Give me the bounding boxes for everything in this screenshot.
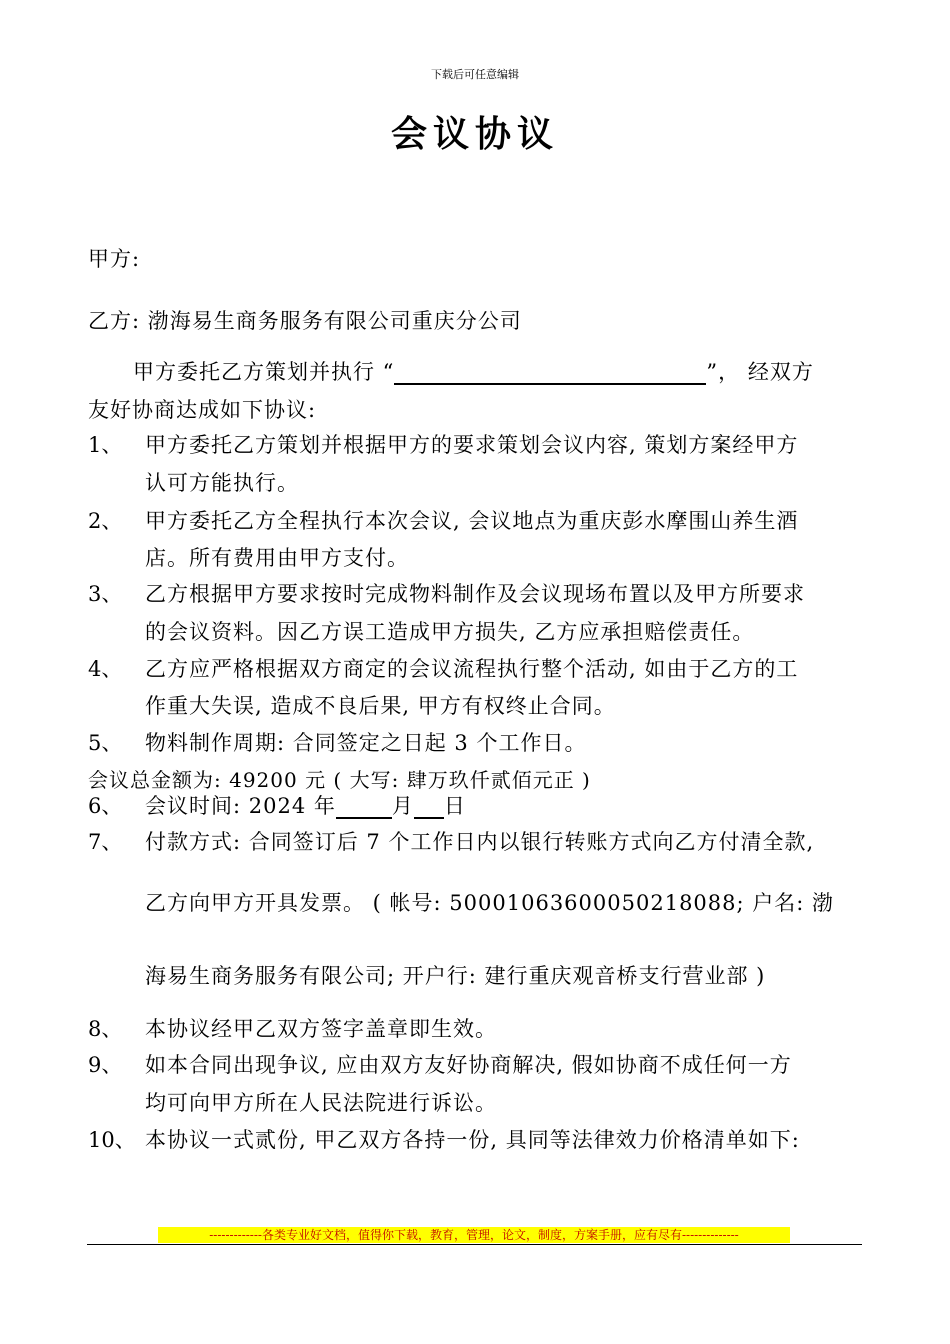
project-name-blank <box>394 361 706 385</box>
item-number: 6、 <box>88 794 123 818</box>
month-blank <box>336 795 392 819</box>
item-number: 10、 <box>88 1128 136 1152</box>
item-text: 乙方根据甲方要求按时完成物料制作及会议现场布置以及甲方所要求 <box>145 582 805 606</box>
item-number: 1、 <box>88 433 123 457</box>
intro-line-2: 友好协商达成如下协议: <box>88 398 317 422</box>
intro-post: ”， 经双方 <box>706 360 814 384</box>
day-label: 日 <box>443 794 466 818</box>
item-text: 甲方委托乙方全程执行本次会议, 会议地点为重庆彭水摩围山养生酒 <box>145 509 799 533</box>
total-amount: 会议总金额为: 49200 元 ( 大写: 肆万玖仟贰佰元正 ) <box>88 768 591 792</box>
item-number: 9、 <box>88 1053 123 1077</box>
item-number: 8、 <box>88 1017 123 1041</box>
item-text: 乙方应严格根据双方商定的会议流程执行整个活动, 如由于乙方的工 <box>145 657 799 681</box>
meeting-time-label: 会议时间: 2024 年 <box>145 794 336 818</box>
item-text: 物料制作周期: 合同签定之日起 3 个工作日。 <box>145 731 587 755</box>
item-text: 均可向甲方所在人民法院进行诉讼。 <box>145 1091 497 1115</box>
item-text: 本协议一式贰份, 甲乙双方各持一份, 具同等法律效力价格清单如下: <box>145 1128 800 1152</box>
item-number: 2、 <box>88 509 123 533</box>
item-text: 的会议资料。因乙方误工造成甲方损失, 乙方应承担赔偿责任。 <box>145 620 755 644</box>
month-label: 月 <box>391 794 414 818</box>
item-number: 3、 <box>88 582 123 606</box>
party-a: 甲方: <box>88 247 141 271</box>
document-title: 会议协议 <box>390 113 559 155</box>
item-text <box>145 790 466 820</box>
item-text: 本协议经甲乙双方签字盖章即生效。 <box>145 1017 497 1041</box>
item-text: 付款方式: 合同签订后 7 个工作日内以银行转账方式向乙方付清全款, <box>145 830 815 854</box>
day-blank <box>414 795 444 819</box>
footer-banner: -------------各类专业好文档，值得你下载，教育，管理，论文，制度，方案手册，应有尽有-------------- <box>158 1227 790 1243</box>
item-number: 7、 <box>88 830 123 854</box>
footer-divider <box>87 1244 862 1245</box>
item-text: 作重大失误, 造成不良后果, 甲方有权终止合同。 <box>145 694 616 718</box>
item-text: 店。所有费用由甲方支付。 <box>145 546 409 570</box>
item-text: 海易生商务服务有限公司; 开户行: 建行重庆观音桥支行营业部 ) <box>145 964 766 988</box>
item-text: 如本合同出现争议, 应由双方友好协商解决, 假如协商不成任何一方 <box>145 1053 792 1077</box>
party-b: 乙方: 渤海易生商务服务有限公司重庆分公司 <box>88 309 522 333</box>
item-text: 甲方委托乙方策划并根据甲方的要求策划会议内容, 策划方案经甲方 <box>145 433 799 457</box>
item-text: 乙方向甲方开具发票。 ( 帐号: 50001063600050218088; 户名: 渤 <box>145 891 835 915</box>
item-number: 4、 <box>88 657 123 681</box>
item-text: 认可方能执行。 <box>145 471 299 495</box>
page-header: 下载后可任意编辑 <box>431 68 519 81</box>
intro-line-1 <box>133 356 814 386</box>
item-number: 5、 <box>88 731 123 755</box>
intro-pre: 甲方委托乙方策划并执行 “ <box>133 360 395 384</box>
